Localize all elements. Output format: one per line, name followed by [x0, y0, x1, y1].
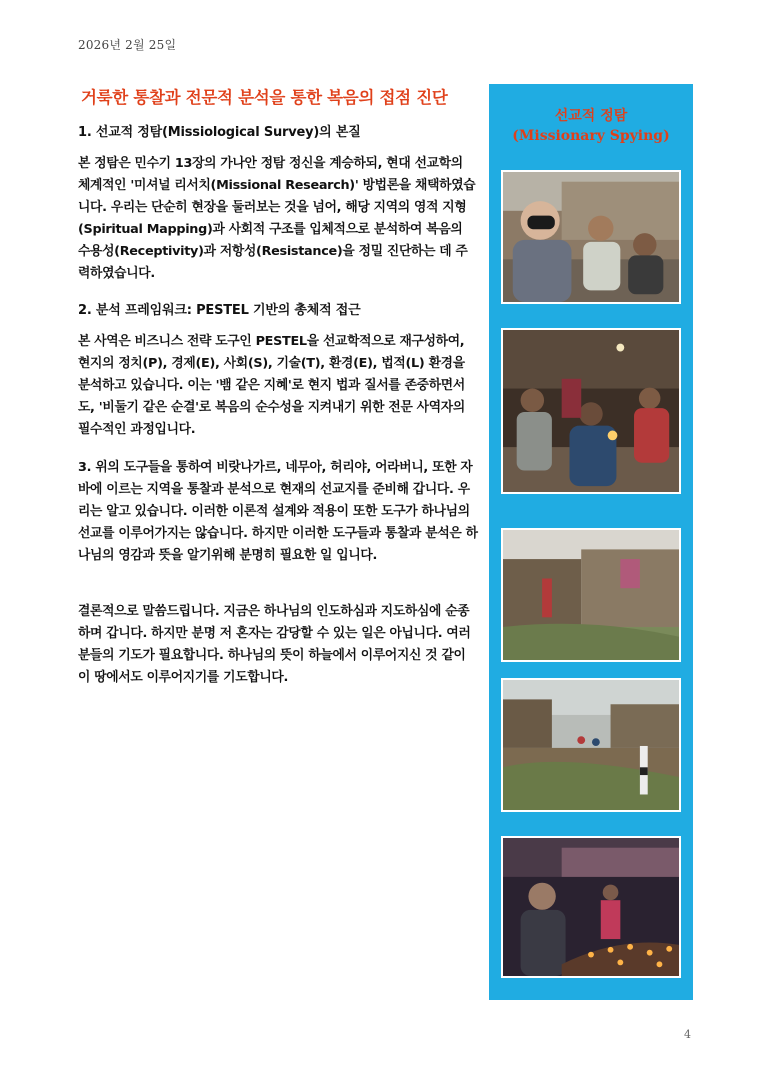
page-number: 4	[684, 1028, 691, 1041]
group-selfie-photo	[501, 170, 681, 304]
candle-market-photo	[501, 836, 681, 978]
sidebar-title-korean: 선교적 정탐	[554, 108, 628, 124]
document-date: 2026년 2월 25일	[78, 38, 177, 52]
section-1-heading: 1. 선교적 정탐(Missiological Survey)의 본질	[78, 125, 361, 140]
village-road-photo	[501, 678, 681, 812]
section-2-heading: 2. 분석 프레임워크: PESTEL 기반의 총체적 접근	[78, 303, 361, 318]
evening-gathering-photo	[501, 328, 681, 494]
section-2-body: 본 사역은 비즈니스 전략 도구인 PESTEL을 선교학적으로 재구성하여, 현지의 정치(P), 경제(E), 사회(S), 기술(T), 환경(E), 법적(L) 환경을 분석하고 있습니다. 이는 '뱀 같은 지혜'로 현지 법과 질서를 존중하면서도, '비둘기 같은 순결'로 복음의 순수성을 지켜내기 위한 전문 사역자의 필수적인 과정입니다.	[78, 334, 465, 437]
conclusion-paragraph: 결론적으로 말씀드립니다. 지금은 하나님의 인도하심과 지도하심에 순종하며 갑니다. 하지만 분명 저 혼자는 감당할 수 있는 일은 아닙니다. 여러분들의 기도가 필요합니다. 하나님의 뜻이 하늘에서 이루어지신 것 같이 이 땅에서도 이루어지기를 기도합니다.	[78, 604, 471, 685]
photo-sidebar	[489, 84, 693, 1000]
sidebar-title-english: (Missionary Spying)	[512, 128, 670, 144]
sidebar-title	[489, 106, 693, 146]
section-1-body: 본 정탐은 민수기 13장의 가나안 정탐 정신을 계승하되, 현대 선교학의 체계적인 '미셔널 리서치(Missional Research)' 방법론을 채택하였습니다. 우리는 단순히 현장을 둘러보는 것을 넘어, 해당 지역의 영적 지형(Spiritual Mapping)과 사회적 구조를 입체적으로 분석하여 복음의 수용성(Receptivity)과 저항성(Resistance)을 정밀 진단하는 데 주력하였습니다.	[78, 156, 476, 281]
main-column	[78, 84, 478, 705]
section-3-body: 3. 위의 도구들을 통하여 비랏나가르, 네무아, 허리야, 어라버니, 또한 자바에 이르는 지역을 통찰과 분석으로 현재의 선교지를 준비해 갑니다. 우리는 알고 있습니다. 이러한 이론적 설계와 적용이 또한 도구가 하나님의 선교를 이루어가지는 않습니다. 하지만 이러한 도구들과 통찰과 분석은 하나님의 영감과 뜻을 알기위해 분명히 필요한 일 입니다.	[78, 460, 478, 563]
page-title: 거룩한 통찰과 전문적 분석을 통한 복음의 접점 진단	[81, 88, 448, 107]
village-huts-photo	[501, 528, 681, 662]
